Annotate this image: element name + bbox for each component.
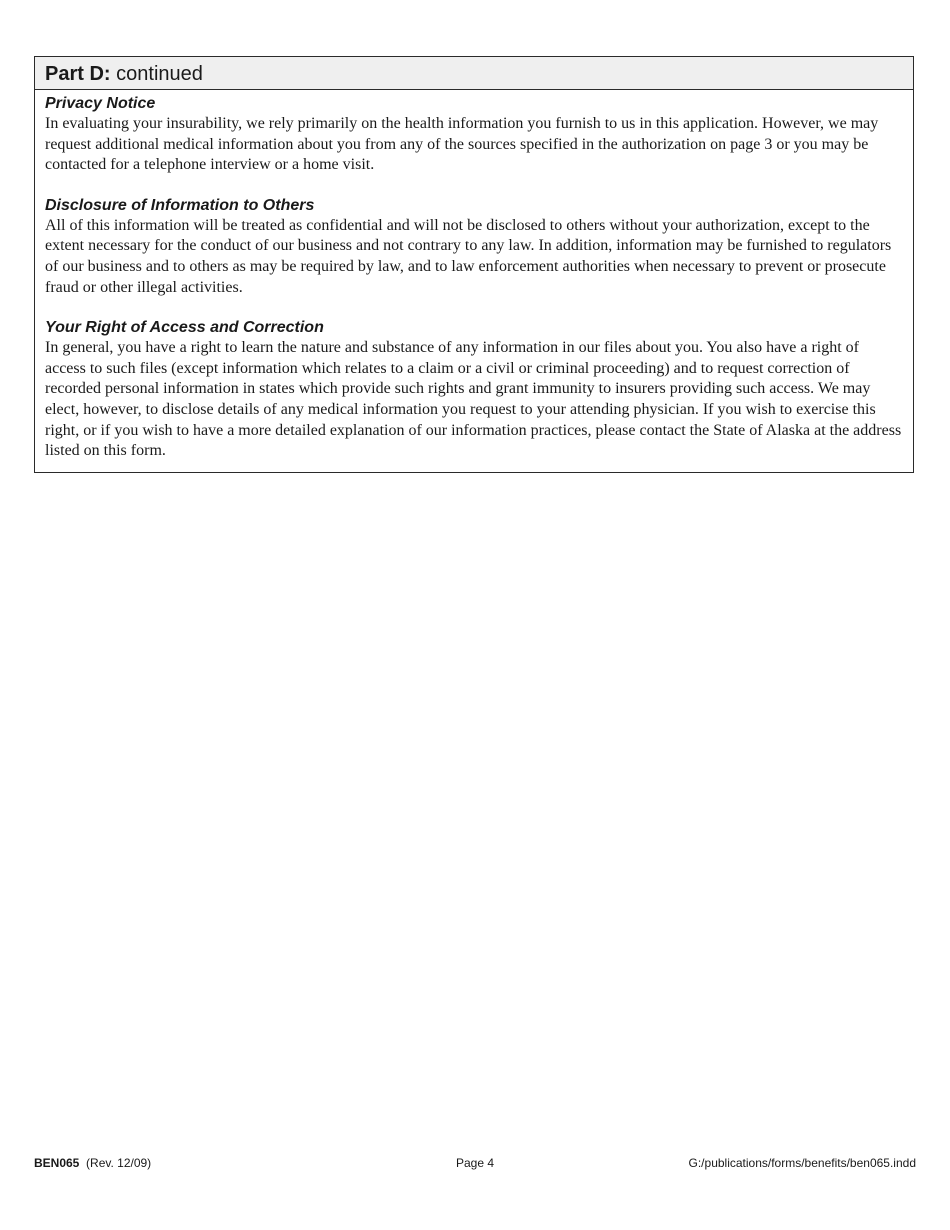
privacy-notice-text: In evaluating your insurability, we rely primarily on the health information you furnish to us in this application. However, we may request additional medical information about you from any of the sources specified in the authorization on page 3 or you may be contacted for a telephone interview or a home visit. <box>45 115 879 174</box>
disclosure-notice-text: All of this information will be treated as confidential and will not be disclosed to others without your authorization, except to the extent necessary for the conduct of our business and not contrary to any law. In addition, information may be furnished to regulators of our business and to others as may be required by law, and to law enforcement authorities when necessary to prevent or prosecute fraud or other illegal activities. <box>45 216 892 296</box>
file-path: G:/publications/forms/benefits/ben065.indd <box>688 1156 916 1170</box>
disclosure-notice <box>45 196 903 298</box>
page-footer <box>34 1155 916 1171</box>
privacy-notice-heading: Privacy Notice <box>45 95 156 112</box>
part-suffix: continued <box>116 63 203 85</box>
section-header <box>35 57 913 90</box>
section-body <box>35 90 913 472</box>
part-d-section <box>34 56 914 473</box>
access-correction-notice <box>45 318 903 462</box>
access-correction-heading: Your Right of Access and Correction <box>45 319 324 337</box>
page-number: Page 4 <box>455 1156 495 1170</box>
privacy-notice <box>45 94 903 176</box>
disclosure-notice-heading: Disclosure of Information to Others <box>45 196 315 214</box>
access-correction-text: In general, you have a right to learn the nature and substance of any information in our files about you. You also have a right of access to such files (except information which relates to a claim or a civil or criminal proceeding) and to request correction of recorded personal information in states which provide such rights and grant immunity to insurers providing such access. We may elect, however, to disclose details of any medical information you request to your attending physician. If you wish to exercise this right, or if you wish to have a more detailed explanation of our information practices, please contact the State of Alaska at the address listed on this form. <box>45 339 902 460</box>
form-revision: (Rev. 12/09) <box>86 1156 152 1170</box>
part-label: Part D: <box>45 63 111 85</box>
form-id: BEN065 <box>34 1156 80 1170</box>
